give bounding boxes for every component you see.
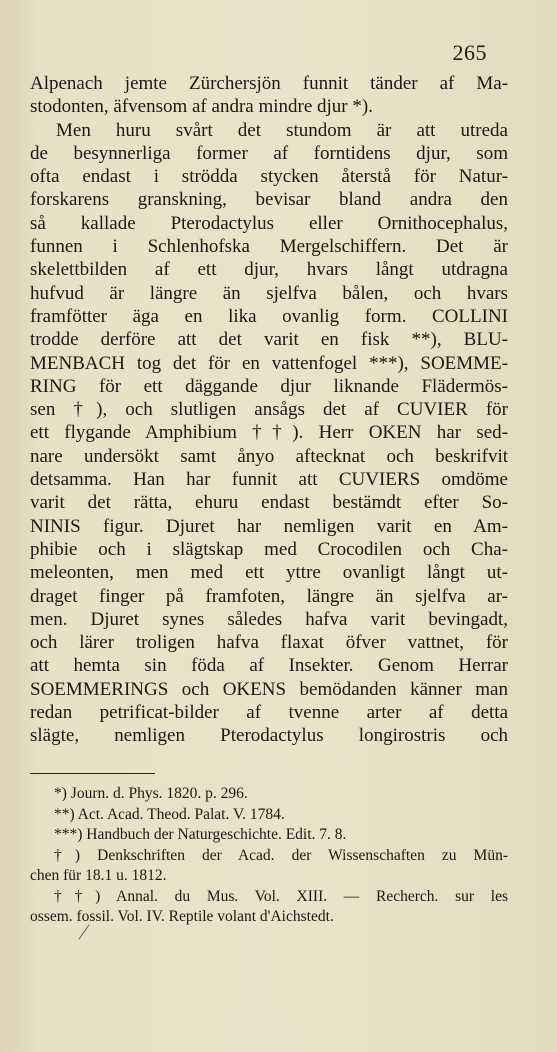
text-line: att hemta sin föda af Insekter. Genom Herrar [30, 655, 508, 677]
text-line: framfötter äga en lika ovanlig form. COLLINI [30, 305, 508, 327]
text-line: meleonten, men med ett yttre ovanligt långt ut- [30, 562, 508, 584]
ink-mark [79, 924, 105, 950]
text-line: men. Djuret synes således hafva varit bevingadt, [30, 608, 508, 630]
text-line: sen †), och slutligen ansågs det af CUVIER för [30, 399, 508, 421]
main-text-block [30, 72, 508, 748]
text-line: stodonten, äfvensom af andra mindre djur *). [30, 96, 373, 118]
footnote-line: ossem. fossil. Vol. IV. Reptile volant d'Aichstedt. [30, 908, 334, 925]
text-line: detsamma. Han har funnit att CUVIERS omdöme [30, 469, 508, 491]
text-line: draget finger på framfoten, längre än sjelfva ar- [30, 585, 508, 607]
text-line: och lärer troligen hafva flaxat öfver vattnet, för [30, 632, 508, 654]
text-line: ofta endast i strödda stycken återstå för Natur- [30, 166, 508, 188]
text-line: slägte, nemligen Pterodactylus longirostris och [30, 725, 508, 747]
text-line: skelettbilden af ett djur, hvars långt utdragna [30, 259, 508, 281]
text-line: phibie och i slägtskap med Crocodilen och Cha- [30, 538, 508, 560]
text-line: SOEMMERINGS och OKENS bemödanden känner man [30, 678, 508, 700]
text-line: forskarens granskning, bevisar bland andra den [30, 189, 508, 211]
text-line: nare undersökt samt ånyo aftecknat och beskrifvit [30, 445, 508, 467]
text-line: varit det rätta, ehuru endast bestämdt efter So- [30, 492, 508, 514]
text-line: RING för ett däggande djur liknande Flädermös- [30, 375, 508, 397]
footnote-line: ††) Annal. du Mus. Vol. XIII. — Recherch. sur les [54, 887, 508, 905]
footnotes-block [30, 784, 508, 928]
text-line: Alpenach jemte Zürchersjön funnit tänder af Ma- [30, 73, 508, 94]
footnote-line: *) Journ. d. Phys. 1820. p. 296. [54, 785, 248, 802]
text-line: hufvud är längre än sjelfva bålen, och hvars [30, 282, 508, 304]
text-line: trodde derföre att det varit en fisk **), BLU- [30, 329, 508, 351]
page-number: 265 [452, 40, 487, 65]
text-line: Men huru svårt det stundom är att utreda [56, 119, 508, 141]
text-line: ett flygande Amphibium ††). Herr OKEN har sed- [30, 422, 508, 444]
footnote-line: **) Act. Acad. Theod. Palat. V. 1784. [54, 805, 285, 823]
text-line: NINIS figur. Djuret har nemligen varit en Am- [30, 515, 508, 537]
text-line: MENBACH tog det för en vattenfogel ***), SOEMME- [30, 352, 508, 374]
text-line: de besynnerliga former af forntidens djur, som [30, 142, 508, 164]
footnote-divider [30, 773, 155, 774]
text-line: redan petrificat-bilder af tvenne arter af detta [30, 702, 508, 724]
footnote-line: ***) Handbuch der Naturgeschichte. Edit. 7. 8. [54, 826, 347, 843]
text-line: funnen i Schlenhofska Mergelschiffern. Det är [30, 236, 508, 258]
footnote-line: chen für 18.1 u. 1812. [30, 867, 167, 884]
text-line: så kallade Pterodactylus eller Ornithocephalus, [30, 212, 508, 234]
footnote-line: †) Denkschriften der Acad. der Wissenschaften zu Mün- [54, 846, 508, 864]
